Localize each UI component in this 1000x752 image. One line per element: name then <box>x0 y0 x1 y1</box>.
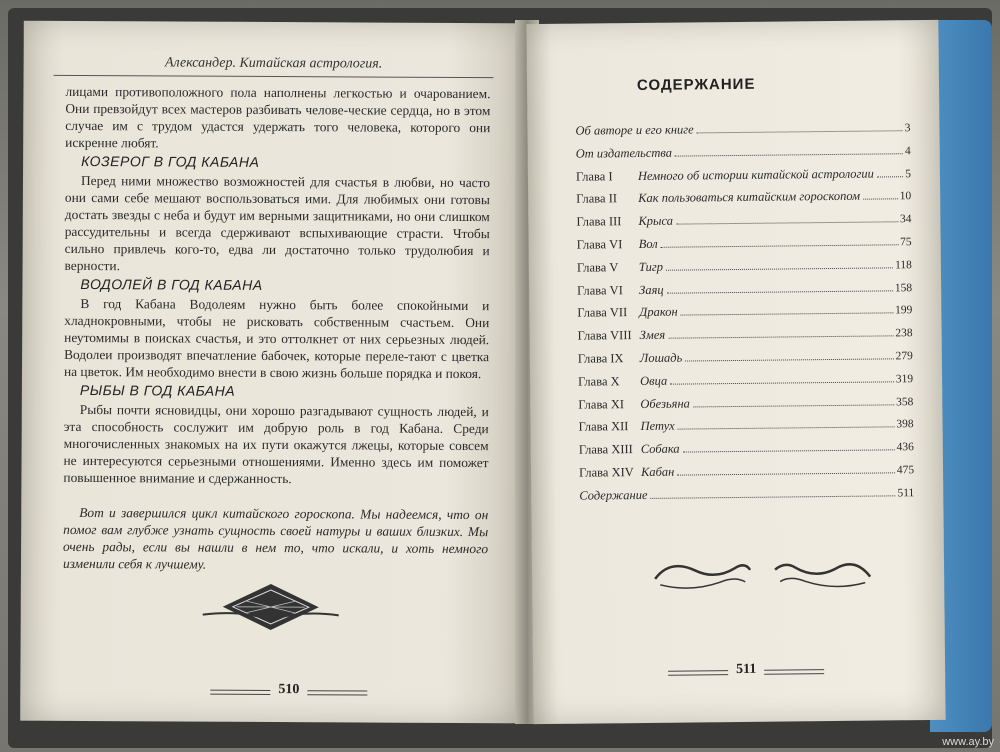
page-number-510: 510 <box>278 682 300 698</box>
toc-page-number: 4 <box>904 144 911 158</box>
toc-leader-dots <box>666 267 893 270</box>
toc-entry-title: Обезьяна <box>640 396 690 411</box>
toc-page-number: 158 <box>894 281 913 294</box>
folio-rule <box>210 689 270 690</box>
page-number-511: 511 <box>736 661 757 678</box>
right-page <box>526 20 945 724</box>
toc-page-number: 199 <box>895 304 913 317</box>
toc-chapter-label: Глава XI <box>578 396 625 412</box>
toc-entry-title: Заяц <box>639 282 664 297</box>
closing-paragraph: Вот и завершился цикл китайского гороскопа. Мы надеемся, что он помог вам глубже узнать сущность своей натуры и ваших близких. Мы очень рады, если вы нашли в нем то, что искали, и хоть немного изменили себя к лучшему. <box>62 504 489 572</box>
toc-entry-title: Вол <box>638 236 658 251</box>
toc-leader-dots <box>677 472 894 475</box>
toc-chapter-label: Глава II <box>576 191 618 207</box>
toc-chapter-label: Глава VII <box>577 305 628 321</box>
toc-entry-title: От издательства <box>575 145 673 161</box>
toc-page-number: 319 <box>895 372 914 386</box>
toc-chapter-label: Глава VI <box>577 282 623 298</box>
toc-leader-dots <box>670 381 894 384</box>
folio-rule <box>668 670 728 672</box>
toc-leader-dots <box>681 313 893 316</box>
folio-rule <box>764 669 824 671</box>
toc-chapter-label: Глава III <box>576 214 622 229</box>
toc-page-number: 279 <box>895 350 913 363</box>
toc-leader-dots <box>877 176 903 177</box>
toc-page-number: 3 <box>904 122 911 135</box>
toc-entry <box>579 485 914 511</box>
body-paragraph: лицами противоположного пола наполнены легкостью и очарованием. Они превзойдут всех мастеров разбивать челове-ческие сердца, но в этом случае им с трудом удастся удержать того человека, которого они искренне любят. <box>65 83 491 151</box>
toc-entry-title: Дракон <box>639 304 678 320</box>
toc-page-number: 436 <box>896 441 914 454</box>
running-head: Александер. Китайская астрология. <box>54 55 494 78</box>
toc-chapter-label: Глава XIII <box>578 442 633 457</box>
folio-rule <box>307 690 367 691</box>
body-paragraph: Рыбы почти ясновидцы, они хорошо разгадывают сущность людей, и эта способность сослужит им добрую роль в год Кабана. Среди многочисленных знакомых на их пути окажутся лжецы, которые совсем не интересуются серьезными отношениями. Именно здесь им поможет повышенное внимание и сдержанность. <box>63 401 489 487</box>
toc-leader-dots <box>661 244 898 247</box>
flourish-ornament-icon <box>650 547 876 599</box>
toc-page-number: 511 <box>897 486 915 500</box>
toc-leader-dots <box>676 221 898 224</box>
toc-entry-title: Немного об истории китайской астрологии <box>637 166 874 183</box>
toc-entry-title: Крыса <box>638 213 673 229</box>
contents-title: СОДЕРЖАНИЕ <box>636 75 756 95</box>
toc-entry-title: Кабан <box>640 464 675 479</box>
diamond-ornament-icon <box>201 582 341 633</box>
left-page-text <box>63 83 491 574</box>
watermark: www.ay.by <box>942 736 994 748</box>
toc-entry-title: Тигр <box>638 259 663 274</box>
toc-page-number: 398 <box>896 418 914 431</box>
toc-leader-dots <box>693 404 894 407</box>
toc-leader-dots <box>650 495 895 499</box>
toc-chapter-label: Глава VI <box>576 237 623 252</box>
toc-page-number: 358 <box>896 395 914 408</box>
toc-page-number: 34 <box>899 213 912 226</box>
toc-entry-title: Змея <box>639 327 666 343</box>
toc-page-number: 238 <box>895 327 913 340</box>
toc-page-number: 75 <box>900 236 912 249</box>
toc-page-number: 475 <box>896 464 915 477</box>
right-page-number <box>668 661 824 679</box>
toc-page-number: 118 <box>894 258 912 272</box>
toc-entry-title: Об авторе и его книге <box>575 122 694 138</box>
toc-chapter-label: Глава VIII <box>577 328 632 343</box>
toc-leader-dots <box>667 290 893 293</box>
section-heading: РЫБЫ В ГОД КАБАНА <box>79 381 236 399</box>
section-heading: ВОДОЛЕЙ В ГОД КАБАНА <box>80 275 263 293</box>
toc-leader-dots <box>685 358 893 361</box>
toc-entry-title: Собака <box>640 441 680 457</box>
toc-leader-dots <box>678 427 895 430</box>
toc-leader-dots <box>683 450 895 453</box>
toc-entry-title: Петух <box>640 419 675 434</box>
toc-entry-title: Лошадь <box>639 350 683 365</box>
toc-chapter-label: Глава X <box>578 373 620 389</box>
toc-chapter-label: Глава V <box>576 260 619 275</box>
toc-leader-dots <box>863 199 898 200</box>
body-paragraph: Перед ними множество возможностей для счастья в любви, но часто они сами себе мешают воспользоваться ими. Для любимых они готовы достать звезды с неба и будут им верными защитниками, но они слишком рассудительны и всегда сдерживают вспыхивающие страсти. Чтобы сильно привлечь кого-то, едва ли достаточно только трудолюбия и верности. <box>64 172 491 274</box>
table-of-contents <box>575 120 914 511</box>
toc-chapter-label: Глава I <box>575 168 613 184</box>
section-heading: КОЗЕРОГ В ГОД КАБАНА <box>81 152 260 170</box>
toc-leader-dots <box>668 336 893 339</box>
toc-chapter-label: Глава XIV <box>578 465 634 480</box>
toc-entry-title: Овца <box>640 373 668 388</box>
left-page-number <box>210 682 367 699</box>
toc-chapter-label: Глава XII <box>578 419 629 435</box>
toc-entry-title: Как пользоваться китайским гороскопом <box>638 189 861 206</box>
toc-chapter-label: Глава IX <box>577 351 624 366</box>
toc-leader-dots <box>697 130 903 133</box>
toc-leader-dots <box>675 153 903 156</box>
toc-page-number: 10 <box>899 190 912 203</box>
toc-entry-title: Содержание <box>579 487 648 503</box>
left-page <box>20 21 524 724</box>
toc-page-number: 5 <box>905 167 911 180</box>
body-paragraph: В год Кабана Водолеям нужно быть более спокойными и хладнокровными, чтобы не рисковать собственным счастьем. Они неутомимы в поисках счастья, и это оттолкнет от них серьезных людей. Водолеи производят впечатление бабочек, которые переле-тают с цветка на цветок. Им необходимо внести в свою жизнь больше порядка и покоя. <box>63 295 490 382</box>
